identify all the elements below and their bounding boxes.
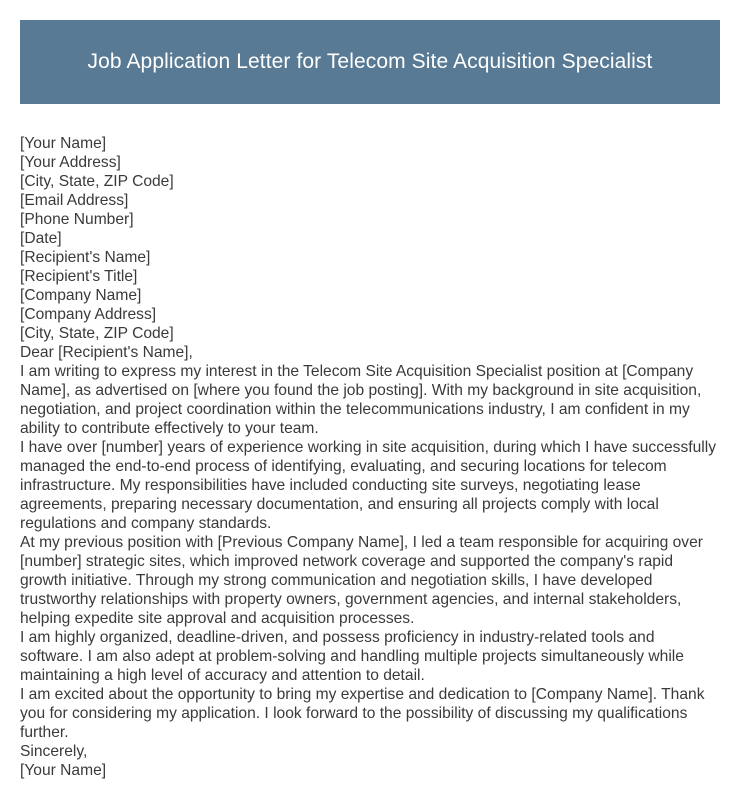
paragraph-closing: I am excited about the opportunity to bring my expertise and dedication to [Company Name]. Thank you for considering my application. I look forward to the possibility of discussing my qualifications further.	[20, 686, 705, 741]
paragraph-previous-position: At my previous position with [Previous Company Name], I led a team responsible for acquiring over [number] strategic sites, which improved network coverage and supported the company's rapid growth initiative. Through my strong communication and negotiation skills, I have developed trustworthy relationships with property owners, government agencies, and internal stakeholders, helping expedite site approval and acquisition processes.	[20, 534, 703, 627]
letter-body	[20, 134, 722, 780]
sender-name: [Your Name]	[20, 135, 107, 152]
closing: Sincerely,	[20, 743, 88, 760]
paragraph-intro: I am writing to express my interest in the Telecom Site Acquisition Specialist position at [Company Name], as advertised on [where you found the job posting]. With my background in site acquisition, negotiation, and project coordination within the telecommunications industry, I am confident in my ability to contribute effectively to your team.	[20, 363, 702, 437]
paragraph-skills: I am highly organized, deadline-driven, and possess proficiency in industry-related tools and software. I am also adept at problem-solving and handling multiple projects simultaneously while maintaining a high level of accuracy and attention to detail.	[20, 629, 684, 684]
recipient-city-state-zip: [City, State, ZIP Code]	[20, 325, 174, 342]
recipient-name: [Recipient's Name]	[20, 249, 151, 266]
sender-email: [Email Address]	[20, 192, 129, 209]
recipient-address: [Company Address]	[20, 306, 157, 323]
salutation: Dear [Recipient's Name],	[20, 344, 193, 361]
page-title: Job Application Letter for Telecom Site Acquisition Specialist	[87, 50, 653, 73]
sender-address: [Your Address]	[20, 154, 121, 171]
recipient-title: [Recipient's Title]	[20, 268, 138, 285]
recipient-company: [Company Name]	[20, 287, 142, 304]
signature: [Your Name]	[20, 762, 107, 779]
paragraph-experience: I have over [number] years of experience working in site acquisition, during which I have successfully managed the end-to-end process of identifying, evaluating, and securing locations for telecom infrastructure. My responsibilities have included conducting site surveys, negotiating lease agreements, preparing necessary documentation, and ensuring all projects comply with local regulations and company standards.	[20, 439, 717, 532]
title-banner	[20, 20, 720, 104]
sender-city-state-zip: [City, State, ZIP Code]	[20, 173, 174, 190]
letter-date: [Date]	[20, 230, 62, 247]
sender-phone: [Phone Number]	[20, 211, 134, 228]
